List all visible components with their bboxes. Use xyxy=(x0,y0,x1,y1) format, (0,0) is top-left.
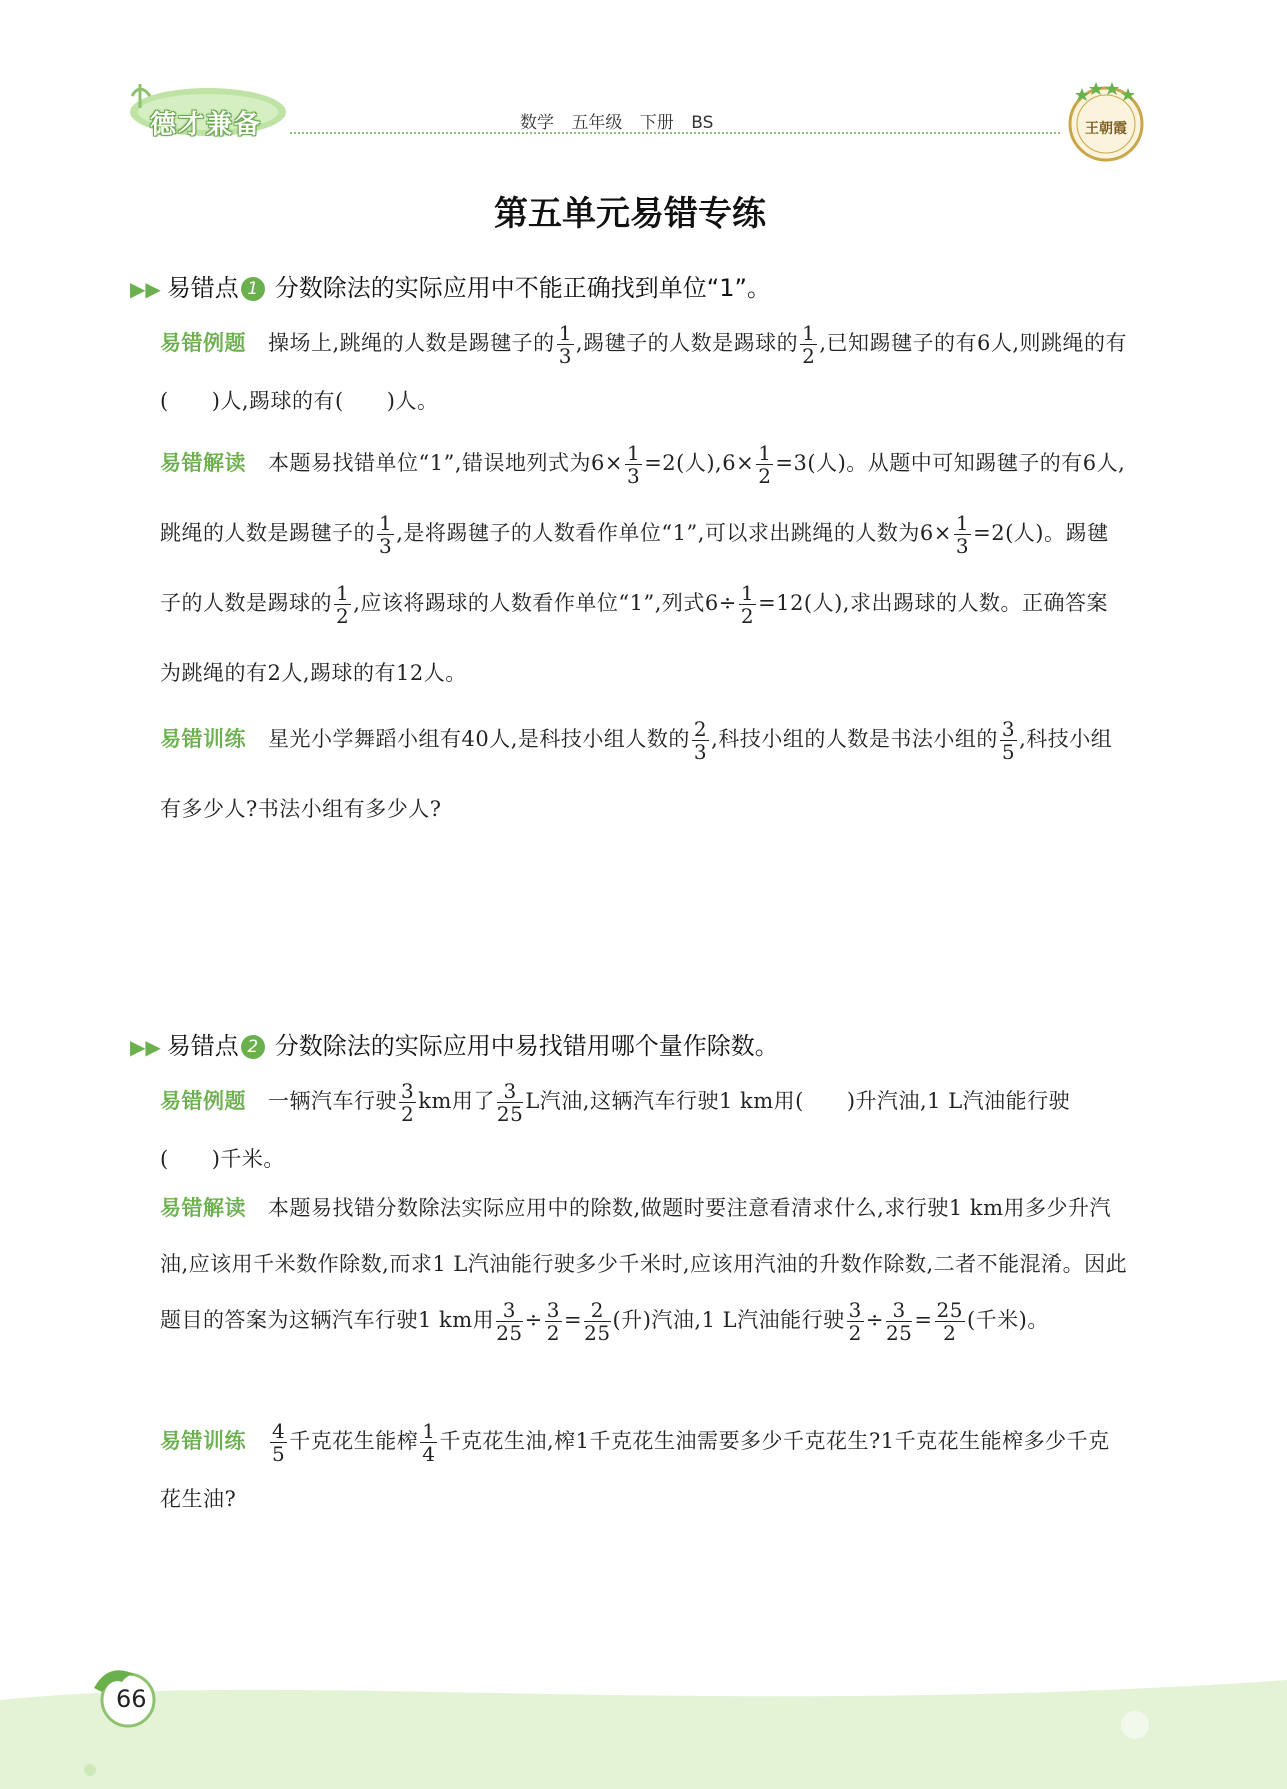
error-point-number-badge: 2 xyxy=(241,1035,265,1059)
error-point-prefix: 易错点 xyxy=(166,274,239,302)
fraction-three-twentyfifths: $\frac{3}{25}$ xyxy=(496,1079,524,1126)
analysis-text: =12(人),求出踢球的人数。正确答案为跳绳的有2人,踢球的有12人。 xyxy=(160,591,1108,685)
analysis-1 xyxy=(160,428,1128,708)
page-header xyxy=(0,0,1287,160)
fraction-three-halves: $\frac{3}{2}$ xyxy=(546,1298,560,1345)
equals-sign: = xyxy=(563,1308,583,1332)
training-text: ,科技小组有多少人?书法小组有多少人? xyxy=(160,727,1113,821)
training-2 xyxy=(160,1412,1128,1528)
example-text: 操场上,跳绳的人数是踢毽子的 xyxy=(268,331,555,355)
analysis-2 xyxy=(160,1180,1128,1348)
fraction-two-twentyfifths: $\frac{2}{25}$ xyxy=(584,1298,611,1345)
analysis-text: ,应该将踢球的人数看作单位“1”,列式6÷ xyxy=(353,591,737,615)
example-label: 易错例题 xyxy=(160,1089,246,1113)
fraction-one-half: $\frac{1}{2}$ xyxy=(740,581,755,628)
fraction-two-thirds: $\frac{2}{3}$ xyxy=(693,717,708,764)
fraction-three-halves: $\frac{3}{2}$ xyxy=(401,1079,415,1126)
fraction-one-half: $\frac{1}{2}$ xyxy=(336,581,350,628)
error-point-number-badge: 1 xyxy=(241,277,265,301)
training-label: 易错训练 xyxy=(160,1429,246,1453)
fraction-one-third: $\frac{1}{3}$ xyxy=(558,321,572,368)
analysis-label: 易错解读 xyxy=(160,451,246,475)
analysis-text: =2(人),6× xyxy=(644,451,755,475)
example-text: 一辆汽车行驶 xyxy=(268,1089,397,1113)
running-head: 数学 五年级 下册 BS xyxy=(520,113,714,133)
equals-sign: = xyxy=(914,1308,933,1332)
analysis-text: 本题易找错单位“1”,错误地列式为6× xyxy=(268,451,623,475)
logo-text: 德才兼备 xyxy=(150,110,263,140)
analysis-label: 易错解读 xyxy=(160,1196,246,1220)
example-text: ,已知踢毽子的有6人,则跳绳的有( )人,踢球的有( )人。 xyxy=(160,331,1128,413)
footer-wave-decoration xyxy=(0,1660,1287,1789)
fraction-three-twentyfifths: $\frac{3}{25}$ xyxy=(496,1298,523,1345)
training-text: 星光小学舞蹈小组有40人,是科技小组人数的 xyxy=(268,727,690,751)
fraction-one-half: $\frac{1}{2}$ xyxy=(802,321,816,368)
example-text: km用了 xyxy=(418,1089,495,1113)
example-label: 易错例题 xyxy=(160,331,246,355)
training-label: 易错训练 xyxy=(160,727,246,751)
fraction-one-third: $\frac{1}{3}$ xyxy=(955,511,970,558)
example-1 xyxy=(160,314,1128,430)
example-2 xyxy=(160,1072,1128,1188)
training-text: 千克花生能榨 xyxy=(289,1429,419,1453)
header-divider xyxy=(290,132,1060,134)
analysis-text: ,是将踢毽子的人数看作单位“1”,可以求出跳绳的人数为6× xyxy=(396,521,952,545)
error-point-prefix: 易错点 xyxy=(166,1032,239,1060)
example-text: L汽油,这辆汽车行驶1 km用( )升汽油,1 L汽油能行驶( )千米。 xyxy=(160,1089,1071,1171)
analysis-text: 本题易找错分数除法实际应用中的除数,做题时要注意看清求什么,求行驶1 km用多少升汽油,应该用千米数作除数,而求1 L汽油能行驶多少千米时,应该用汽油的升数作除数,二者不能混淆。因此题目的答案为这辆汽车行驶1 km用 xyxy=(160,1196,1128,1332)
fraction-one-half: $\frac{1}{2}$ xyxy=(758,441,772,488)
double-chevron-right-icon: ▶▶ xyxy=(130,277,161,301)
fraction-four-fifths: $\frac{4}{5}$ xyxy=(272,1419,286,1466)
training-text: ,科技小组的人数是书法小组的 xyxy=(711,727,998,751)
analysis-text: =2(人)。踢毽子的人数是踢球的 xyxy=(160,521,1109,615)
analysis-text: =3(人)。从题中可知踢毽子的有6人,跳绳的人数是踢毽子的 xyxy=(160,451,1126,545)
training-text: 千克花生油,榨1千克花生油需要多少千克花生?1千克花生能榨多少千克花生油? xyxy=(160,1429,1110,1511)
fraction-one-third: $\frac{1}{3}$ xyxy=(626,441,641,488)
division-sign: ÷ xyxy=(524,1308,543,1332)
error-point-text: 分数除法的实际应用中不能正确找到单位“1”。 xyxy=(274,274,771,302)
error-point-1-heading xyxy=(130,268,771,303)
author-seal-text: 王朝霞 xyxy=(1085,121,1127,137)
page-number: 66 xyxy=(116,1685,147,1713)
page-title: 第五单元易错专练 xyxy=(494,194,766,234)
analysis-text: (升)汽油,1 L汽油能行驶 xyxy=(612,1308,845,1332)
analysis-text: (千米)。 xyxy=(966,1308,1049,1332)
fraction-twentyfive-halves: $\frac{25}{2}$ xyxy=(936,1298,963,1345)
error-point-text: 分数除法的实际应用中易找错用哪个量作除数。 xyxy=(274,1032,779,1060)
training-1 xyxy=(160,704,1128,844)
fraction-three-halves: $\frac{3}{2}$ xyxy=(848,1298,862,1345)
fraction-three-fifths: $\frac{3}{5}$ xyxy=(1001,717,1016,764)
fraction-one-third: $\frac{1}{3}$ xyxy=(379,511,393,558)
error-point-2-heading xyxy=(130,1026,779,1061)
fraction-three-twentyfifths: $\frac{3}{25}$ xyxy=(885,1298,913,1345)
example-text: ,踢毽子的人数是踢球的 xyxy=(575,331,799,355)
division-sign: ÷ xyxy=(865,1308,884,1332)
double-chevron-right-icon: ▶▶ xyxy=(130,1035,161,1059)
fraction-one-fourth: $\frac{1}{4}$ xyxy=(422,1419,436,1466)
